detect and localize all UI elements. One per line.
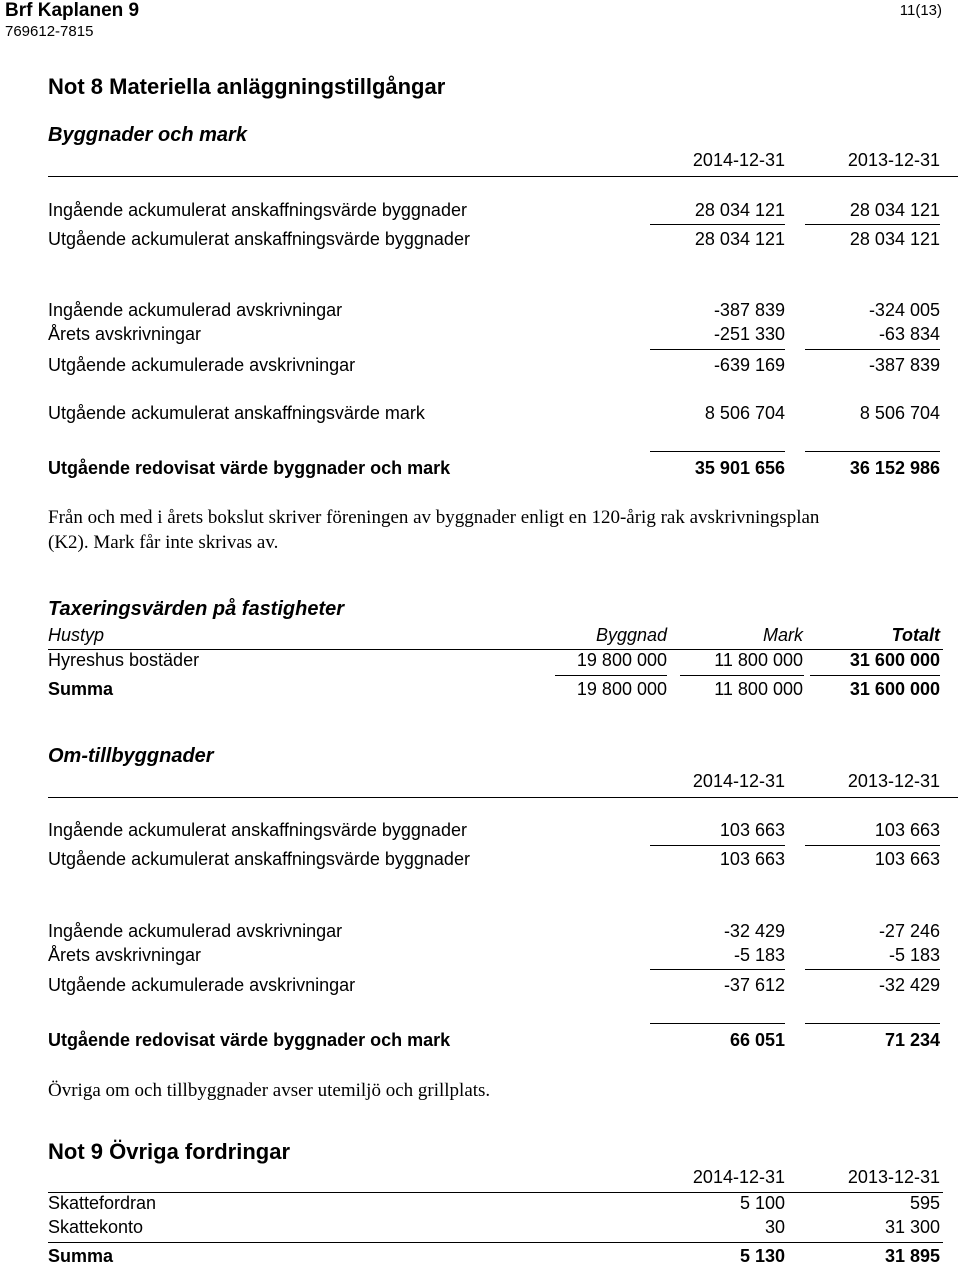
tax-heading: Taxeringsvärden på fastigheter bbox=[48, 598, 345, 620]
row-value: 103 663 bbox=[719, 820, 785, 840]
table-row-total bbox=[48, 1030, 943, 1054]
row-value: 8 506 704 bbox=[704, 403, 785, 423]
row-value: -639 169 bbox=[713, 355, 785, 375]
org-name: Brf Kaplanen 9 bbox=[5, 0, 140, 21]
row-label: Ingående ackumulerat anskaffningsvärde byggnader bbox=[48, 820, 467, 840]
tax-col-headers bbox=[48, 625, 943, 649]
page-number: 11(13) bbox=[899, 2, 942, 19]
sum-rule bbox=[650, 969, 785, 970]
row-value: 31 600 000 bbox=[849, 679, 940, 699]
row-value: 5 100 bbox=[739, 1193, 785, 1213]
row-value: 28 034 121 bbox=[694, 200, 785, 220]
sum-rule bbox=[650, 349, 785, 350]
sum-rule bbox=[810, 675, 940, 676]
row-label: Utgående redovisat värde byggnader och mark bbox=[48, 1030, 451, 1050]
table-row bbox=[48, 650, 943, 674]
row-value: 2014-12-31 bbox=[692, 771, 785, 791]
header-rule bbox=[48, 797, 958, 798]
row-value: -27 246 bbox=[878, 921, 940, 941]
row-label: Skattefordran bbox=[48, 1193, 157, 1213]
row-label: Ingående ackumulerat anskaffningsvärde byggnader bbox=[48, 200, 467, 220]
table-row-total bbox=[48, 679, 943, 703]
sum-rule bbox=[555, 675, 667, 676]
sum-rule bbox=[650, 845, 785, 846]
row-label: Summa bbox=[48, 1246, 114, 1266]
row-label: Ingående ackumulerad avskrivningar bbox=[48, 300, 343, 320]
row-value: 11 800 000 bbox=[714, 679, 803, 699]
row-value: -5 183 bbox=[733, 945, 785, 965]
extensions-col-headers bbox=[48, 771, 943, 795]
table-row bbox=[48, 324, 943, 348]
note9-title: Not 9 Övriga fordringar bbox=[48, 1139, 291, 1164]
row-value: 31 300 bbox=[884, 1217, 940, 1237]
row-value: 36 152 986 bbox=[849, 458, 940, 478]
row-label: Årets avskrivningar bbox=[48, 945, 202, 965]
row-value: 19 800 000 bbox=[576, 650, 667, 670]
row-value: 11 800 000 bbox=[714, 650, 803, 670]
row-value: Mark bbox=[763, 625, 803, 645]
row-value: Byggnad bbox=[595, 625, 667, 645]
table-row bbox=[48, 945, 943, 969]
row-value: -324 005 bbox=[868, 300, 940, 320]
org-number: 769612-7815 bbox=[5, 23, 94, 40]
table-row bbox=[48, 300, 943, 324]
table-row bbox=[48, 975, 943, 999]
table-row bbox=[48, 820, 943, 844]
table-row bbox=[48, 849, 943, 873]
row-value: 28 034 121 bbox=[694, 229, 785, 249]
row-value: -32 429 bbox=[723, 921, 785, 941]
table-row-total bbox=[48, 1246, 943, 1270]
row-value: 35 901 656 bbox=[694, 458, 785, 478]
extensions-note: Övriga om och tillbyggnader avser utemiljö och grillplats. bbox=[48, 1080, 491, 1101]
row-value: Summa bbox=[48, 679, 114, 699]
table-row bbox=[48, 921, 943, 945]
row-label: Utgående ackumulerade avskrivningar bbox=[48, 975, 356, 995]
note8-title: Not 8 Materiella anläggningstillgångar bbox=[48, 74, 446, 99]
row-value: Hyreshus bostäder bbox=[48, 650, 200, 670]
depreciation-note-line1: Från och med i årets bokslut skriver föreningen av byggnader enligt en 120-årig rak avskrivningsplan bbox=[48, 507, 820, 528]
row-value: 71 234 bbox=[884, 1030, 940, 1050]
sum-rule bbox=[805, 969, 940, 970]
row-value: -37 612 bbox=[723, 975, 785, 995]
row-label: Skattekonto bbox=[48, 1217, 144, 1237]
sum-rule bbox=[805, 224, 940, 225]
row-value: -32 429 bbox=[878, 975, 940, 995]
table-row bbox=[48, 403, 943, 427]
row-label: Utgående ackumulerat anskaffningsvärde byggnader bbox=[48, 229, 470, 249]
row-value: 31 895 bbox=[884, 1246, 940, 1266]
table-row-total bbox=[48, 458, 943, 482]
table-row bbox=[48, 355, 943, 379]
note9-col-headers bbox=[48, 1167, 943, 1191]
row-value: -251 330 bbox=[713, 324, 785, 344]
sum-rule bbox=[650, 224, 785, 225]
row-value: 2013-12-31 bbox=[847, 771, 940, 791]
row-value: 2014-12-31 bbox=[692, 1167, 785, 1187]
row-value: -387 839 bbox=[868, 355, 940, 375]
row-value: 8 506 704 bbox=[859, 403, 940, 423]
row-value: 19 800 000 bbox=[576, 679, 667, 699]
row-value: Hustyp bbox=[48, 625, 105, 645]
sum-rule bbox=[805, 349, 940, 350]
sum-rule bbox=[650, 451, 785, 452]
row-label: Utgående redovisat värde byggnader och mark bbox=[48, 458, 451, 478]
col-2014: 2014-12-31 bbox=[692, 150, 785, 170]
depreciation-note-line2: (K2). Mark får inte skrivas av. bbox=[48, 532, 279, 553]
row-label: Årets avskrivningar bbox=[48, 324, 202, 344]
extensions-heading: Om-tillbyggnader bbox=[48, 745, 214, 767]
table-row bbox=[48, 1217, 943, 1241]
row-value: 30 bbox=[764, 1217, 785, 1237]
row-value: 28 034 121 bbox=[849, 200, 940, 220]
row-value: 28 034 121 bbox=[849, 229, 940, 249]
sum-rule bbox=[805, 1023, 940, 1024]
col-2013: 2013-12-31 bbox=[847, 150, 940, 170]
row-value: 31 600 000 bbox=[849, 650, 940, 670]
row-value: 5 130 bbox=[739, 1246, 785, 1266]
table-row bbox=[48, 1193, 943, 1217]
table-row bbox=[48, 200, 943, 224]
row-value: -63 834 bbox=[878, 324, 940, 344]
row-value: 103 663 bbox=[874, 820, 940, 840]
row-label: Utgående ackumulerade avskrivningar bbox=[48, 355, 356, 375]
row-value: 66 051 bbox=[729, 1030, 785, 1050]
header-rule bbox=[48, 176, 958, 177]
row-value: Totalt bbox=[891, 625, 940, 645]
row-label: Utgående ackumulerat anskaffningsvärde mark bbox=[48, 403, 425, 423]
table-row bbox=[48, 229, 943, 253]
row-label: Utgående ackumulerat anskaffningsvärde byggnader bbox=[48, 849, 470, 869]
sum-rule bbox=[805, 845, 940, 846]
row-value: -387 839 bbox=[713, 300, 785, 320]
row-value: 103 663 bbox=[719, 849, 785, 869]
sum-rule bbox=[680, 675, 804, 676]
sum-rule bbox=[48, 1242, 943, 1243]
sum-rule bbox=[805, 451, 940, 452]
row-label: Ingående ackumulerad avskrivningar bbox=[48, 921, 343, 941]
buildings-heading: Byggnader och mark bbox=[48, 124, 247, 146]
row-value: 2013-12-31 bbox=[847, 1167, 940, 1187]
buildings-col-headers bbox=[48, 150, 943, 174]
row-value: -5 183 bbox=[888, 945, 940, 965]
row-value: 595 bbox=[909, 1193, 940, 1213]
row-value: 103 663 bbox=[874, 849, 940, 869]
sum-rule bbox=[650, 1023, 785, 1024]
